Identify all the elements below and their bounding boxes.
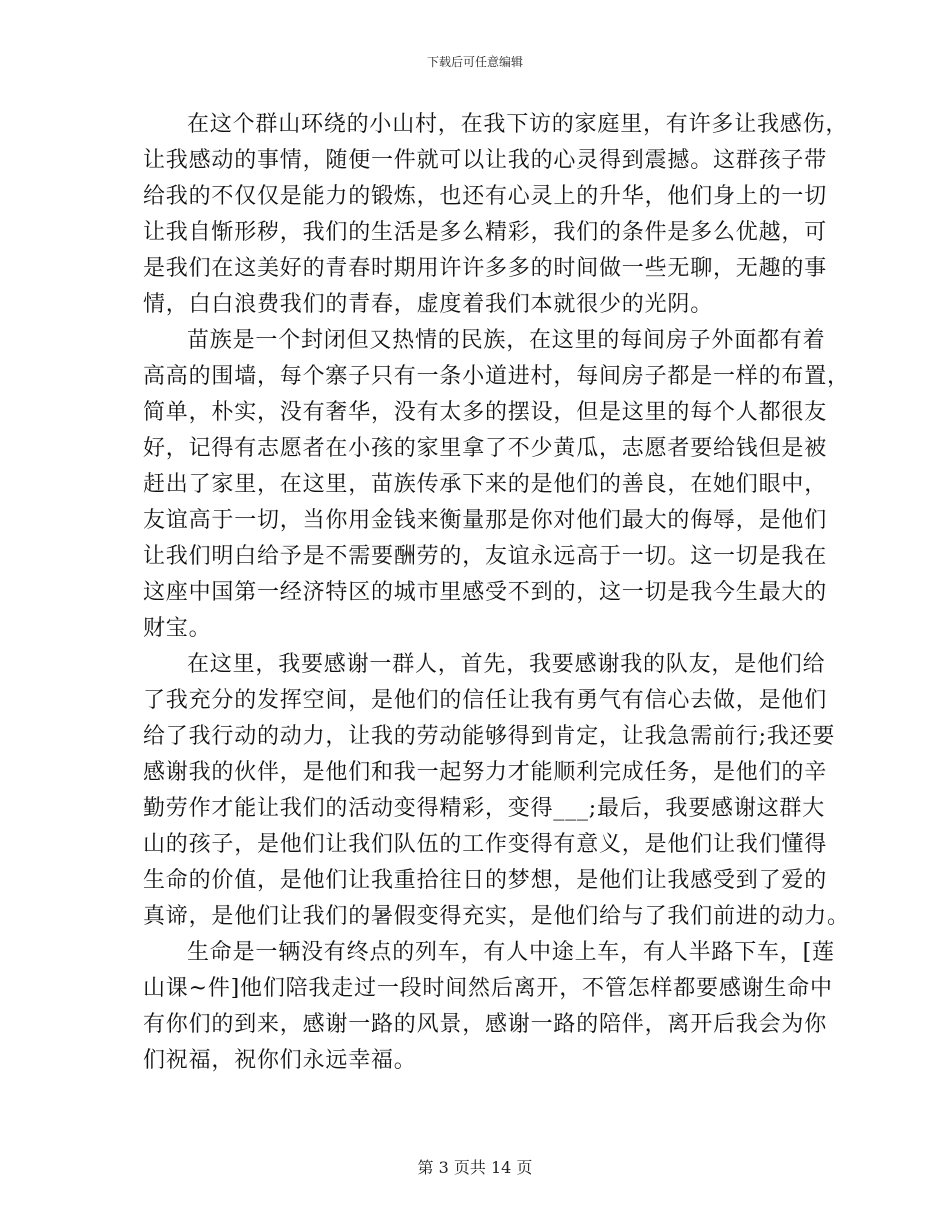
paragraph-line: 好，记得有志愿者在小孩的家里拿了不少黄瓜，志愿者要给钱但是被 xyxy=(143,436,828,461)
paragraph-line: 让我们明白给予是不需要酬劳的，友谊永远高于一切。这一切是我在 xyxy=(143,544,828,569)
page-footer: 第 3 页共 14 页 xyxy=(417,1158,533,1177)
paragraph-line: 们祝福，祝你们永远幸福。 xyxy=(143,1048,417,1073)
paragraph-line: 情，白白浪费我们的青春，虚度着我们本就很少的光阴。 xyxy=(143,292,714,317)
paragraph xyxy=(143,323,850,647)
paragraph xyxy=(143,647,850,935)
paragraph-line: 让我自惭形秽，我们的生活是多么精彩，我们的条件是多么优越，可 xyxy=(143,220,828,245)
paragraph-line: 勤劳作才能让我们的活动变得精彩，变得___;最后，我要感谢这群大 xyxy=(143,796,826,821)
paragraph-line: 了我充分的发挥空间，是他们的信任让我有勇气有信心去做，是他们 xyxy=(143,688,828,713)
paragraph-line: 这座中国第一经济特区的城市里感受不到的，这一切是我今生最大的 xyxy=(143,580,828,605)
page-header: 下载后可任意编辑 xyxy=(426,55,523,69)
paragraph-line: 山课~件]他们陪我走过一段时间然后离开，不管怎样都要感谢生命中 xyxy=(143,976,833,1001)
paragraph-line: 生命是一辆没有终点的列车，有人中途上车，有人半路下车，[莲 xyxy=(187,940,835,965)
paragraph-line: 有你们的到来，感谢一路的风景，感谢一路的陪伴，离开后我会为你 xyxy=(143,1012,828,1037)
paragraph-line: 生命的价值，是他们让我重拾往日的梦想，是他们让我感受到了爱的 xyxy=(143,868,828,893)
paragraph-line: 是我们在这美好的青春时期用许许多多的时间做一些无聊，无趣的事 xyxy=(143,256,828,281)
paragraph-line: 在这里，我要感谢一群人，首先，我要感谢我的队友，是他们给 xyxy=(187,652,826,677)
paragraph-line: 在这个群山环绕的小山村，在我下访的家庭里，有许多让我感伤， xyxy=(187,112,849,137)
paragraph-line: 给我的不仅仅是能力的锻炼，也还有心灵上的升华，他们身上的一切 xyxy=(143,184,828,209)
paragraph-line: 给了我行动的动力，让我的劳动能够得到肯定，让我急需前行;我还要 xyxy=(143,724,836,749)
paragraph xyxy=(143,935,835,1079)
paragraph-line: 财宝。 xyxy=(143,616,212,641)
paragraph-line: 简单，朴实，没有奢华，没有太多的摆设，但是这里的每个人都很友 xyxy=(143,400,828,425)
paragraph-line: 赶出了家里，在这里，苗族传承下来的是他们的善良，在她们眼中， xyxy=(143,472,828,497)
paragraph-line: 真谛，是他们让我们的暑假变得充实，是他们给与了我们前进的动力。 xyxy=(143,904,850,929)
paragraph-line: 让我感动的事情，随便一件就可以让我的心灵得到震撼。这群孩子带 xyxy=(143,148,828,173)
paragraph-line: 高高的围墙，每个寨子只有一条小道进村，每间房子都是一样的布置， xyxy=(143,364,850,389)
paragraph xyxy=(143,107,849,323)
document-body xyxy=(143,107,850,1079)
paragraph-line: 苗族是一个封闭但又热情的民族，在这里的每间房子外面都有着 xyxy=(187,328,826,353)
paragraph-line: 友谊高于一切，当你用金钱来衡量那是你对他们最大的侮辱，是他们 xyxy=(143,508,828,533)
paragraph-line: 感谢我的伙伴，是他们和我一起努力才能顺利完成任务，是他们的辛 xyxy=(143,760,828,785)
paragraph-line: 山的孩子，是他们让我们队伍的工作变得有意义，是他们让我们懂得 xyxy=(143,832,828,857)
